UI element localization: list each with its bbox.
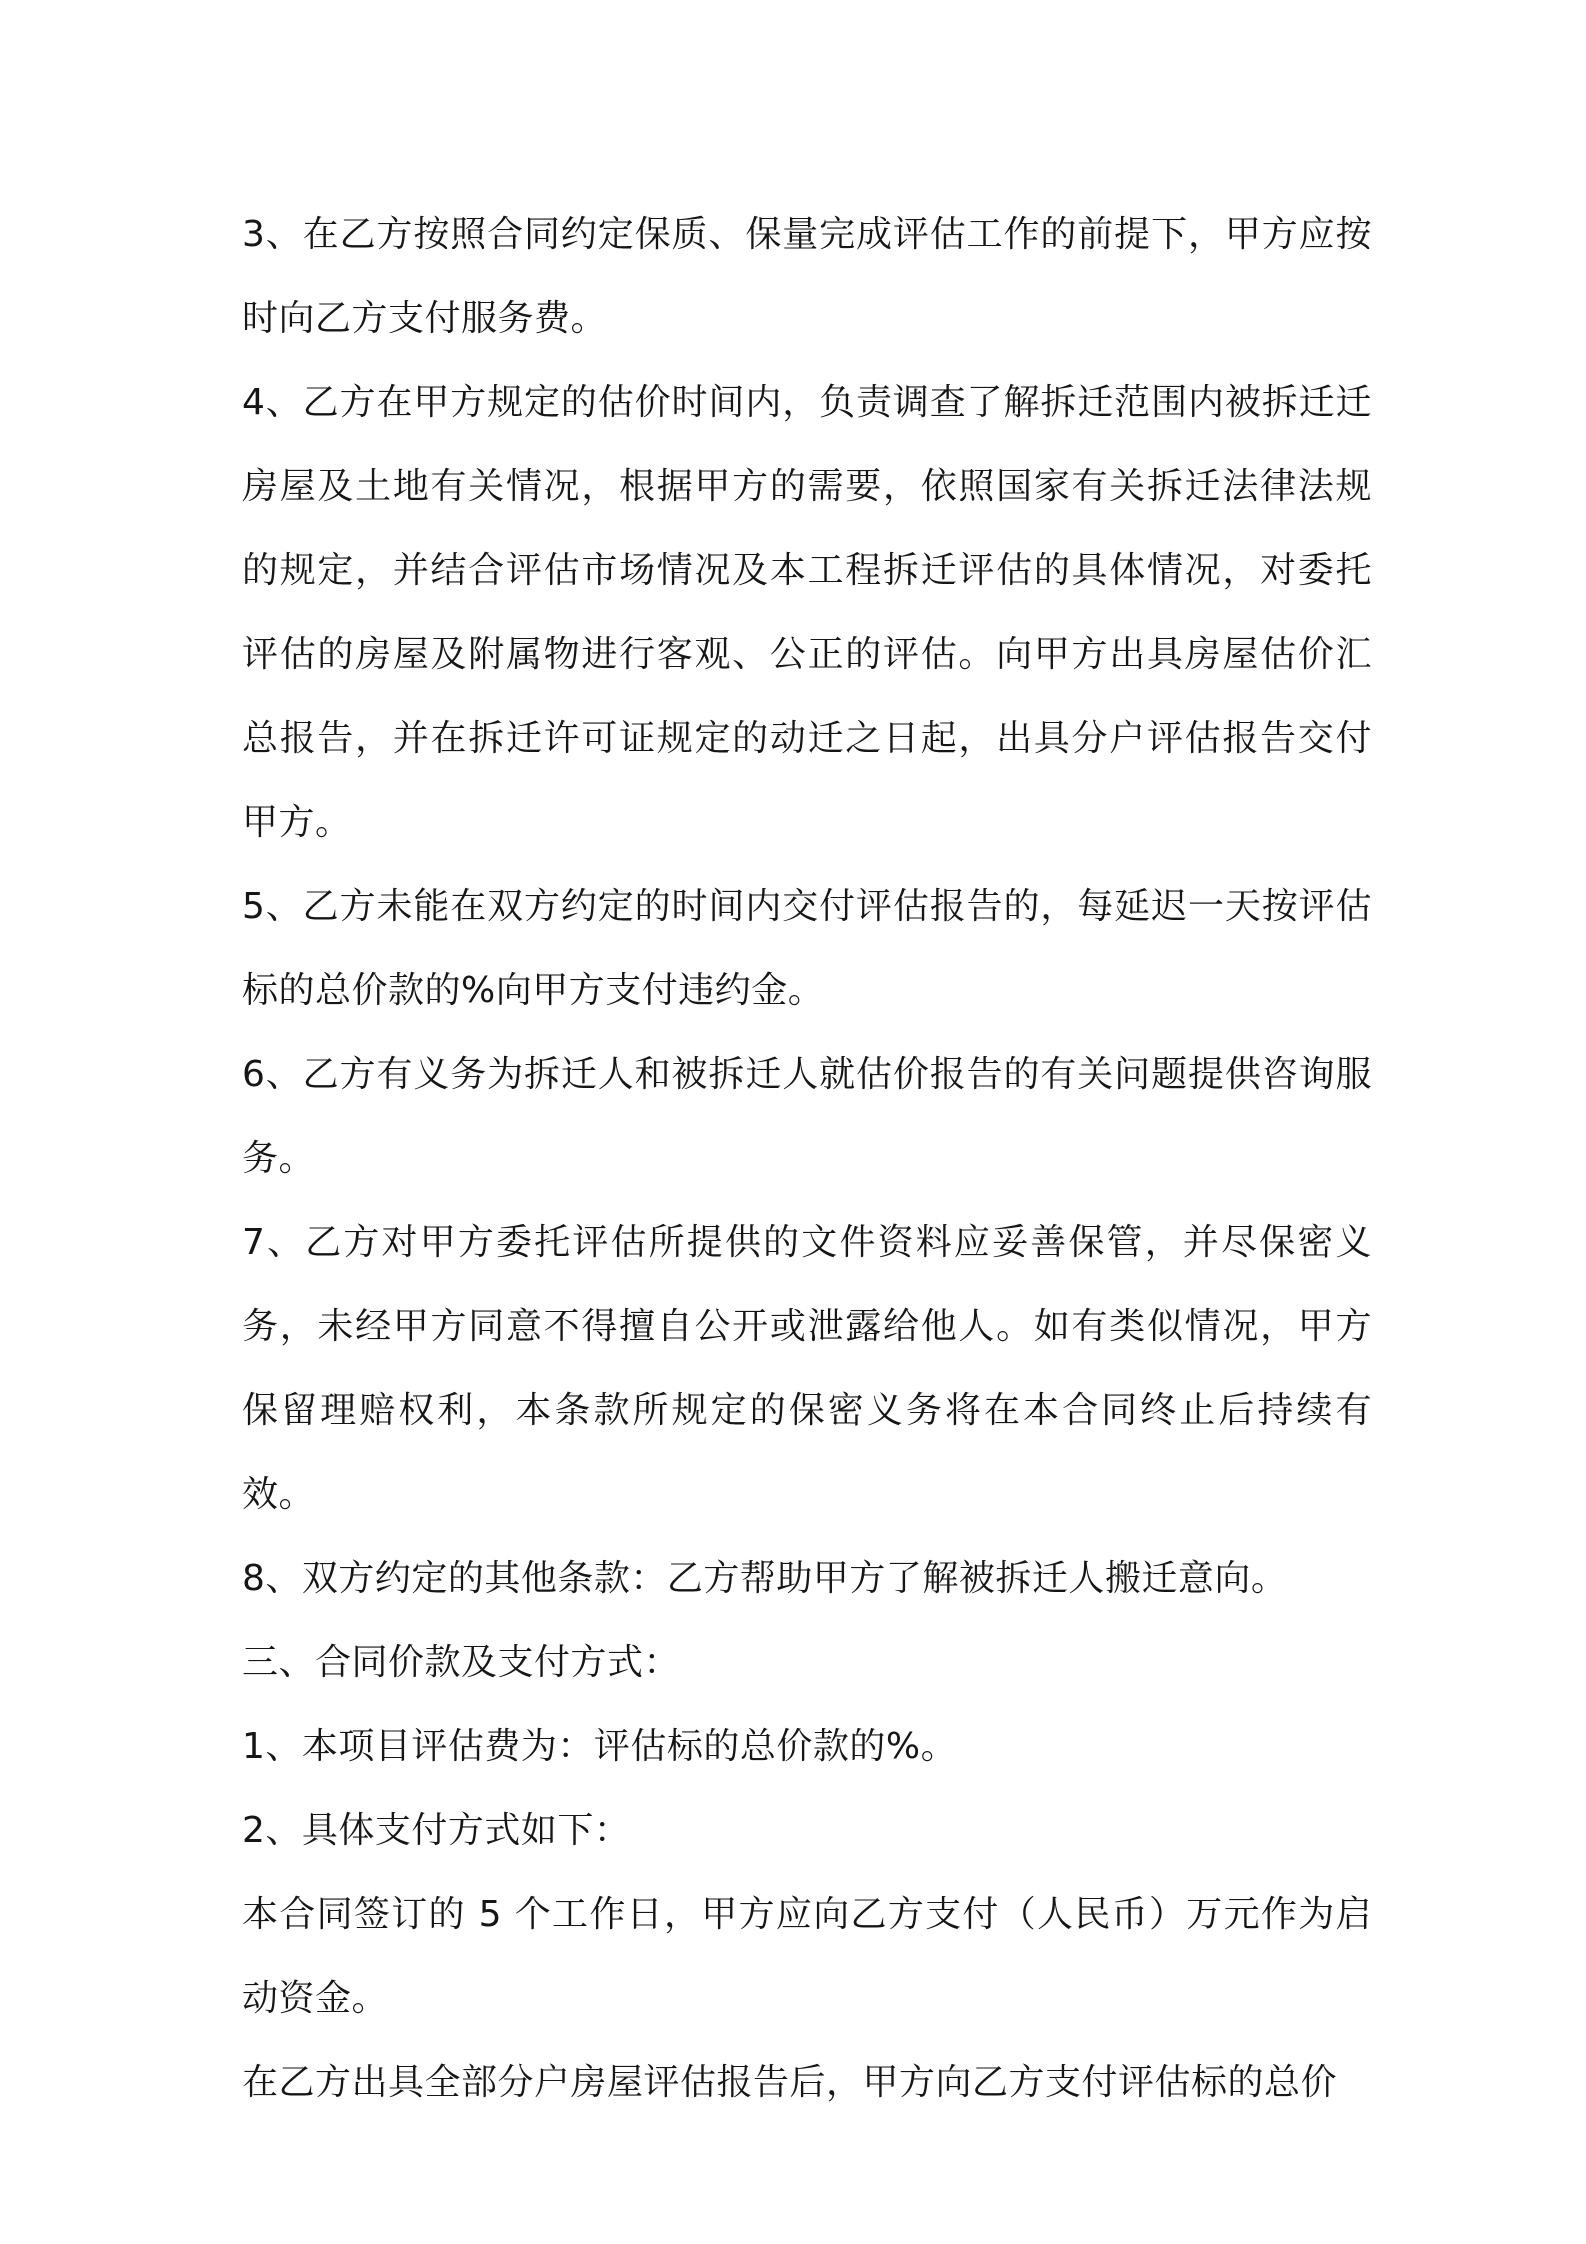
contract-body <box>242 193 1372 2125</box>
fee-clause-1-paragraph: 1、本项目评估费为：评估标的总价款的%。 <box>242 1726 958 1767</box>
payment-final-paragraph: 在乙方出具全部分户房屋评估报告后，甲方向乙方支付评估标的总价 <box>242 2062 1338 2103</box>
clause-5-paragraph: 5、乙方未能在双方约定的时间内交付评估报告的，每延迟一天按评估标的总价款的%向甲方支付违约金。 <box>242 886 1372 1011</box>
fee-clause-2-paragraph: 2、具体支付方式如下： <box>242 1810 631 1851</box>
clause-4-paragraph: 4、乙方在甲方规定的估价时间内，负责调查了解拆迁范围内被拆迁迁房屋及土地有关情况，根据甲方的需要，依照国家有关拆迁法律法规的规定，并结合评估市场情况及本工程拆迁评估的具体情况，对委托评估的房屋及附属物进行客观、公正的评估。向甲方出具房屋估价汇总报告，并在拆迁许可证规定的动迁之日起，出具分户评估报告交付甲方。 <box>242 382 1372 843</box>
clause-7-paragraph: 7、乙方对甲方委托评估所提供的文件资料应妥善保管，并尽保密义务，未经甲方同意不得擅自公开或泄露给他人。如有类似情况，甲方保留理赔权利，本条款所规定的保密义务将在本合同终止后持续有效。 <box>242 1222 1372 1515</box>
clause-8-paragraph: 8、双方约定的其他条款：乙方帮助甲方了解被拆迁人搬迁意向。 <box>242 1558 1288 1599</box>
clause-6-paragraph: 6、乙方有义务为拆迁人和被拆迁人就估价报告的有关问题提供咨询服务。 <box>242 1054 1372 1179</box>
clause-3-paragraph: 3、在乙方按照合同约定保质、保量完成评估工作的前提下，甲方应按时向乙方支付服务费。 <box>242 214 1372 339</box>
section-3-heading: 三、合同价款及支付方式： <box>242 1642 681 1683</box>
payment-startup-paragraph: 本合同签订的 5 个工作日，甲方应向乙方支付（人民币）万元作为启动资金。 <box>242 1894 1372 2019</box>
